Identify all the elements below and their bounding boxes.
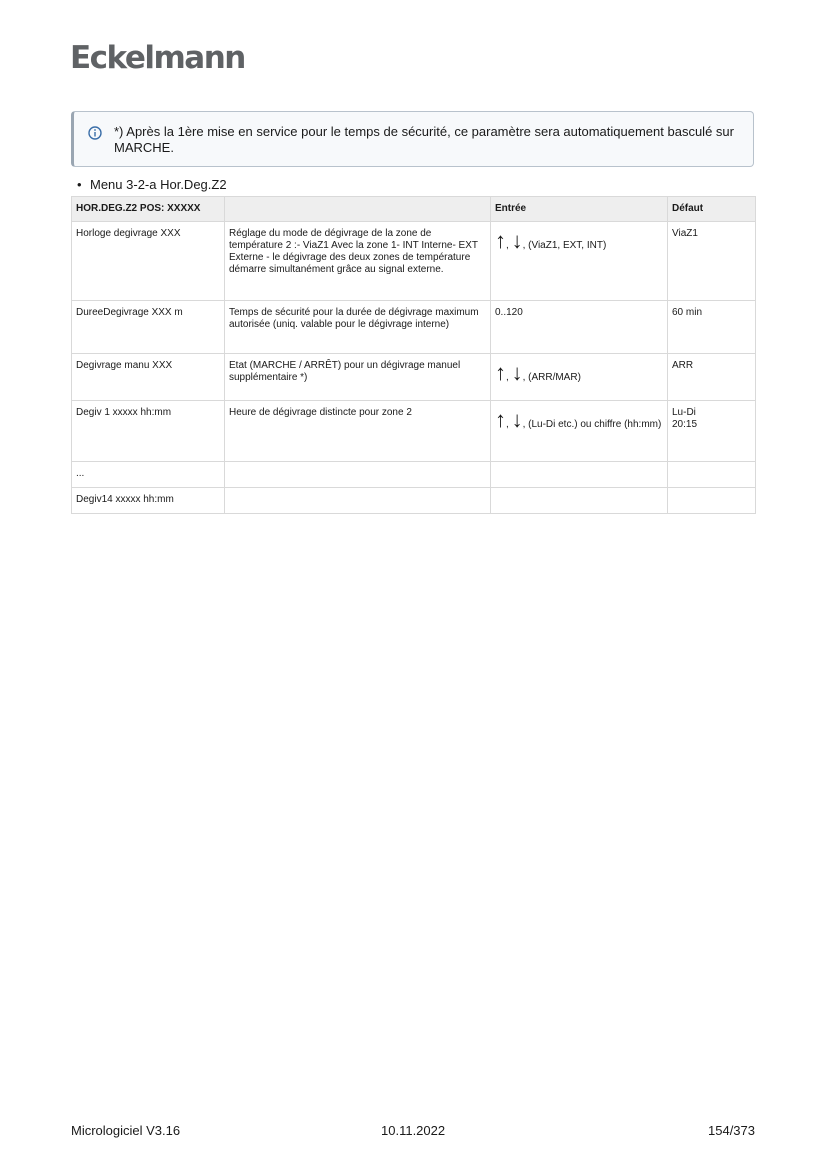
entry-cell: 0..120 (491, 301, 668, 354)
arrow-up-icon: ↑ (495, 360, 506, 385)
footer-firmware: Micrologiciel V3.16 (71, 1123, 181, 1138)
param-cell: Horloge degivrage XXX (72, 222, 225, 301)
eckelmann-logo: Eckelmann (70, 40, 245, 76)
header-description (225, 197, 491, 222)
param-cell: ... (72, 462, 225, 488)
entry-cell (491, 222, 668, 301)
param-cell: Degivrage manu XXX (72, 354, 225, 401)
info-note (71, 111, 754, 167)
description-cell (225, 462, 491, 488)
footer-page-number: 154/373 (708, 1123, 755, 1138)
default-cell (668, 462, 756, 488)
table-row (72, 401, 756, 462)
default-cell (668, 401, 756, 462)
arrow-up-icon: ↑ (495, 407, 506, 432)
description-cell: Heure de dégivrage distincte pour zone 2 (225, 401, 491, 462)
default-cell: ViaZ1 (668, 222, 756, 301)
arrow-up-icon: ↑ (495, 228, 506, 253)
table-header-row (72, 197, 756, 222)
default-day: Lu-Di (672, 407, 696, 418)
table-row (72, 301, 756, 354)
entry-cell (491, 488, 668, 514)
comma: , (506, 419, 509, 430)
param-cell: Degiv 1 xxxxx hh:mm (72, 401, 225, 462)
info-note-text: *) Après la 1ère mise en service pour le temps de sécurité, ce paramètre sera automatiquement basculé sur MARCHE. (114, 124, 734, 155)
comma: , (506, 372, 509, 383)
comma: , (506, 240, 509, 251)
table-row (72, 354, 756, 401)
header-param: HOR.DEG.Z2 POS: XXXXX (72, 197, 225, 222)
description-cell: Etat (MARCHE / ARRÊT) pour un dégivrage manuel supplémentaire *) (225, 354, 491, 401)
default-cell: ARR (668, 354, 756, 401)
footer-date: 10.11.2022 (381, 1123, 446, 1138)
entry-text: , (ViaZ1, EXT, INT) (522, 240, 607, 251)
header-default: Défaut (668, 197, 756, 222)
description-cell: Temps de sécurité pour la durée de dégivrage maximum autorisée (uniq. valable pour le dégivrage interne) (225, 301, 491, 354)
table-row (72, 462, 756, 488)
info-icon (88, 126, 102, 140)
table-row (72, 488, 756, 514)
default-cell (668, 488, 756, 514)
default-time: 20:15 (672, 419, 698, 430)
menu-bullet (77, 177, 227, 193)
bullet-dot: • (77, 177, 82, 192)
entry-cell (491, 401, 668, 462)
description-cell: Réglage du mode de dégivrage de la zone de température 2 :- ViaZ1 Avec la zone 1- INT Interne- EXT Externe - le dégivrage des deux zones de température démarre simultanément grâce au signal externe. (225, 222, 491, 301)
entry-text: , (ARR/MAR) (522, 372, 581, 383)
parameter-table (71, 196, 756, 514)
table-row (72, 222, 756, 301)
entry-cell (491, 354, 668, 401)
menu-bullet-text: Menu 3-2-a Hor.Deg.Z2 (90, 177, 227, 192)
param-cell: Degiv14 xxxxx hh:mm (72, 488, 225, 514)
default-cell: 60 min (668, 301, 756, 354)
description-cell (225, 488, 491, 514)
entry-cell (491, 462, 668, 488)
arrow-down-icon: ↓ (511, 228, 523, 253)
arrow-down-icon: ↓ (511, 407, 523, 432)
arrow-down-icon: ↓ (511, 360, 523, 385)
entry-text: , (Lu-Di etc.) ou chiffre (hh:mm) (522, 419, 662, 430)
header-entry: Entrée (491, 197, 668, 222)
param-cell: DureeDegivrage XXX m (72, 301, 225, 354)
